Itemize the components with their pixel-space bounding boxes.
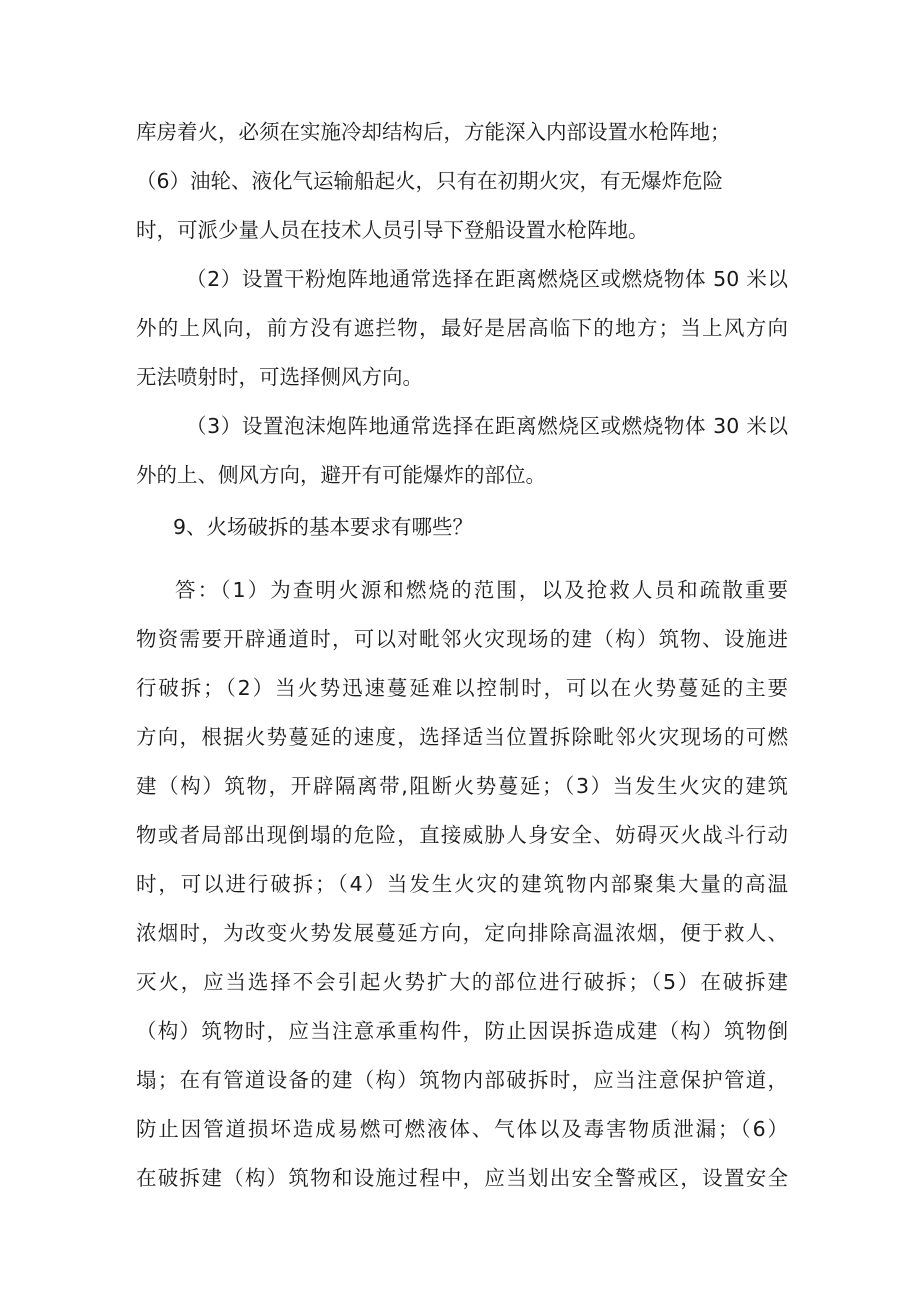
- text-line: （构）筑物时，应当注意承重构件，防止因误拆造成建（构）筑物倒: [136, 1019, 788, 1043]
- text-line: 物资需要开辟通道时，可以对毗邻火灾现场的建（构）筑物、设施进: [136, 627, 788, 651]
- text-line: 防止因管道损坏造成易燃可燃液体、气体以及毒害物质泄漏；（6）: [136, 1117, 788, 1141]
- text-line: （3）设置泡沫炮阵地通常选择在距离燃烧区或燃烧物体 30 米以: [186, 414, 788, 438]
- text-line: 库房着火，必须在实施冷却结构后，方能深入内部设置水枪阵地；: [136, 120, 731, 144]
- text-line: 外的上风向，前方没有遮拦物，最好是居高临下的地方；当上风方向: [136, 316, 788, 340]
- text-line: 时，可以进行破拆；（4）当发生火灾的建筑物内部聚集大量的高温: [136, 872, 788, 896]
- question-heading: 9、火场破拆的基本要求有哪些？: [173, 515, 474, 539]
- text-line: 答：（1）为查明火源和燃烧的范围，以及抢救人员和疏散重要: [175, 578, 788, 602]
- text-line: 行破拆；（2）当火势迅速蔓延难以控制时，可以在火势蔓延的主要: [136, 676, 788, 700]
- text-line: 方向，根据火势蔓延的速度，选择适当位置拆除毗邻火灾现场的可燃: [136, 725, 788, 749]
- text-line: 塌；在有管道设备的建（构）筑物内部破拆时，应当注意保护管道，: [136, 1068, 788, 1092]
- text-line: 在破拆建（构）筑物和设施过程中，应当划出安全警戒区，设置安全: [136, 1166, 788, 1190]
- text-line: 建（构）筑物，开辟隔离带,阻断火势蔓延；（3）当发生火灾的建筑: [136, 774, 788, 798]
- text-line: 外的上、侧风方向，避开有可能爆炸的部位。: [136, 463, 546, 487]
- text-line: 浓烟时，为改变火势发展蔓延方向，定向排除高温浓烟，便于救人、: [136, 921, 788, 945]
- text-line: 物或者局部出现倒塌的危险，直接威胁人身安全、妨碍灭火战斗行动: [136, 823, 788, 847]
- text-line: 无法喷射时，可选择侧风方向。: [136, 365, 423, 389]
- text-line: 时，可派少量人员在技术人员引导下登船设置水枪阵地。: [136, 218, 649, 242]
- text-line: （2）设置干粉炮阵地通常选择在距离燃烧区或燃烧物体 50 米以: [186, 267, 788, 291]
- text-line: 灭火，应当选择不会引起火势扩大的部位进行破拆；（5）在破拆建: [136, 970, 788, 994]
- text-line: （6）油轮、液化气运输船起火，只有在初期火灾，有无爆炸危险: [136, 169, 724, 193]
